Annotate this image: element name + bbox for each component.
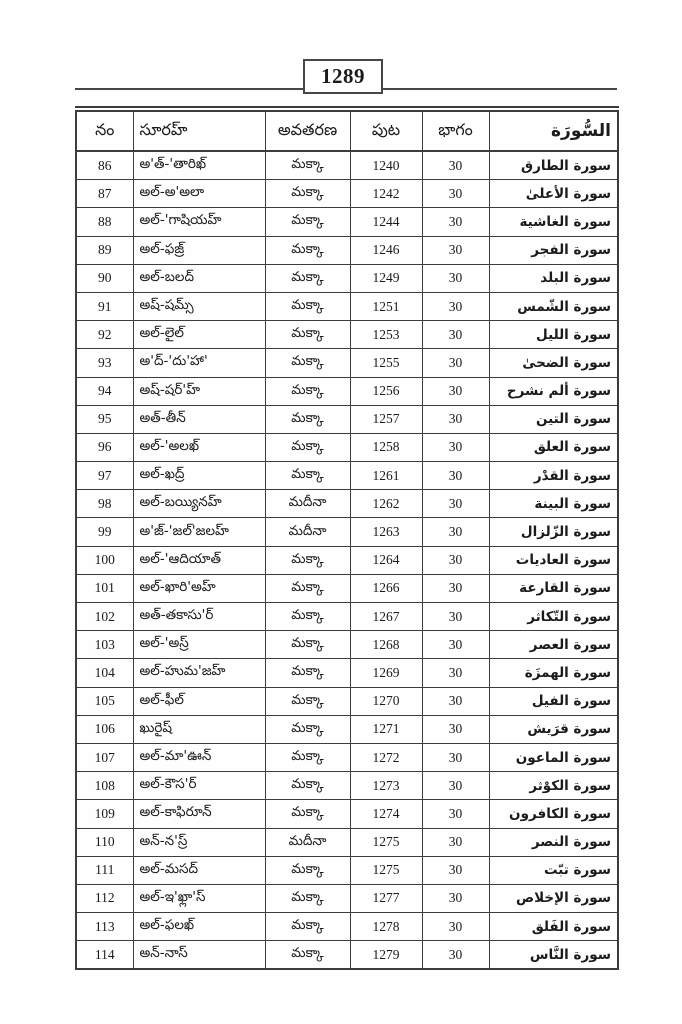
surah-name-cell: అల్-మసద్	[133, 856, 265, 884]
surah-number-cell: 100	[76, 546, 133, 574]
page-number-cell: 1275	[350, 828, 422, 856]
arabic-name-cell: سورة التين	[489, 405, 618, 433]
revelation-place-cell: మదీనా	[265, 490, 350, 518]
surah-number-cell: 111	[76, 856, 133, 884]
surah-name-cell: అల్-ఖద్ర్	[133, 462, 265, 490]
arabic-name-cell: سورة الطارق	[489, 151, 618, 180]
table-row	[76, 292, 618, 320]
surah-name-cell: అల్-బయ్యినహ్	[133, 490, 265, 518]
surah-name-cell: అల్-ఫజ్ర్	[133, 236, 265, 264]
juz-part-cell: 30	[422, 800, 489, 828]
arabic-name-cell: سورة الكوْثر	[489, 772, 618, 800]
arabic-name-cell: سورة تبّت	[489, 856, 618, 884]
juz-part-cell: 30	[422, 180, 489, 208]
header-arabic-surah: السُّورَة	[489, 109, 618, 151]
header-surah: సూరహ్	[133, 109, 265, 151]
table-row	[76, 687, 618, 715]
surah-index-table	[75, 106, 619, 970]
table-row	[76, 377, 618, 405]
page-number-cell: 1268	[350, 631, 422, 659]
arabic-name-cell: سورة الفَلق	[489, 913, 618, 941]
surah-number-cell: 104	[76, 659, 133, 687]
page-number-cell: 1278	[350, 913, 422, 941]
header-part: భాగం	[422, 109, 489, 151]
juz-part-cell: 30	[422, 856, 489, 884]
surah-number-cell: 110	[76, 828, 133, 856]
revelation-place-cell: మక్కా	[265, 208, 350, 236]
revelation-place-cell: మక్కా	[265, 349, 350, 377]
arabic-name-cell: سورة الفيل	[489, 687, 618, 715]
revelation-place-cell: మక్కా	[265, 856, 350, 884]
surah-name-cell: అల్-ఫలఖ్	[133, 913, 265, 941]
revelation-place-cell: మక్కా	[265, 913, 350, 941]
header-revelation: అవతరణ	[265, 109, 350, 151]
arabic-name-cell: سورة التّكاثر	[489, 603, 618, 631]
table-row	[76, 349, 618, 377]
page-number-cell: 1273	[350, 772, 422, 800]
juz-part-cell: 30	[422, 433, 489, 461]
revelation-place-cell: మక్కా	[265, 236, 350, 264]
revelation-place-cell: మక్కా	[265, 884, 350, 912]
juz-part-cell: 30	[422, 884, 489, 912]
revelation-place-cell: మక్కా	[265, 603, 350, 631]
revelation-place-cell: మదీనా	[265, 518, 350, 546]
juz-part-cell: 30	[422, 941, 489, 970]
revelation-place-cell: మక్కా	[265, 180, 350, 208]
table-row	[76, 884, 618, 912]
table-row	[76, 913, 618, 941]
table-row	[76, 603, 618, 631]
revelation-place-cell: మక్కా	[265, 743, 350, 771]
page-number-cell: 1272	[350, 743, 422, 771]
page-number-cell: 1246	[350, 236, 422, 264]
arabic-name-cell: سورة الأعلىٰ	[489, 180, 618, 208]
juz-part-cell: 30	[422, 377, 489, 405]
arabic-name-cell: سورة الكافرون	[489, 800, 618, 828]
revelation-place-cell: మక్కా	[265, 659, 350, 687]
juz-part-cell: 30	[422, 546, 489, 574]
juz-part-cell: 30	[422, 518, 489, 546]
surah-number-cell: 102	[76, 603, 133, 631]
surah-name-cell: అత్-తీన్	[133, 405, 265, 433]
arabic-name-cell: سورة البينة	[489, 490, 618, 518]
juz-part-cell: 30	[422, 772, 489, 800]
surah-name-cell: అల్-'గాషియహ్	[133, 208, 265, 236]
surah-name-cell: అ'జ్-'జల్'జలహ్	[133, 518, 265, 546]
arabic-name-cell: سورة القارعة	[489, 574, 618, 602]
page-number-cell: 1270	[350, 687, 422, 715]
revelation-place-cell: మక్కా	[265, 687, 350, 715]
page-number-cell: 1262	[350, 490, 422, 518]
table-row	[76, 405, 618, 433]
page-number-cell: 1263	[350, 518, 422, 546]
page-number-cell: 1249	[350, 264, 422, 292]
juz-part-cell: 30	[422, 743, 489, 771]
arabic-name-cell: سورة الزّلزال	[489, 518, 618, 546]
page-number-cell: 1256	[350, 377, 422, 405]
revelation-place-cell: మదీనా	[265, 828, 350, 856]
page-number-cell: 1261	[350, 462, 422, 490]
page-number-box	[303, 59, 383, 94]
table-row	[76, 715, 618, 743]
page-number-cell: 1255	[350, 349, 422, 377]
table-row	[76, 856, 618, 884]
surah-name-cell: అల్-ఖారి'అహ్	[133, 574, 265, 602]
revelation-place-cell: మక్కా	[265, 715, 350, 743]
table-row	[76, 518, 618, 546]
table-row	[76, 546, 618, 574]
revelation-place-cell: మక్కా	[265, 433, 350, 461]
header-number: నం	[76, 109, 133, 151]
surah-name-cell: ఖురైష్	[133, 715, 265, 743]
surah-number-cell: 101	[76, 574, 133, 602]
surah-number-cell: 103	[76, 631, 133, 659]
revelation-place-cell: మక్కా	[265, 941, 350, 970]
page-number-cell: 1258	[350, 433, 422, 461]
surah-name-cell: అల్-ఫీల్	[133, 687, 265, 715]
surah-name-cell: అల్-హుమ'జహ్	[133, 659, 265, 687]
surah-number-cell: 107	[76, 743, 133, 771]
revelation-place-cell: మక్కా	[265, 546, 350, 574]
surah-number-cell: 109	[76, 800, 133, 828]
juz-part-cell: 30	[422, 574, 489, 602]
juz-part-cell: 30	[422, 151, 489, 180]
surah-number-cell: 96	[76, 433, 133, 461]
surah-name-cell: అన్-నాస్	[133, 941, 265, 970]
surah-number-cell: 89	[76, 236, 133, 264]
surah-number-cell: 113	[76, 913, 133, 941]
surah-number-cell: 86	[76, 151, 133, 180]
arabic-name-cell: سورة ألم نشرح	[489, 377, 618, 405]
juz-part-cell: 30	[422, 659, 489, 687]
table-row	[76, 490, 618, 518]
arabic-name-cell: سورة العلق	[489, 433, 618, 461]
table-row	[76, 941, 618, 970]
table-body	[76, 151, 618, 969]
page-number-cell: 1277	[350, 884, 422, 912]
page-number-cell: 1271	[350, 715, 422, 743]
page-number-cell: 1274	[350, 800, 422, 828]
page-number-cell: 1279	[350, 941, 422, 970]
page-number-cell: 1264	[350, 546, 422, 574]
arabic-name-cell: سورة البلد	[489, 264, 618, 292]
page-number-cell: 1267	[350, 603, 422, 631]
surah-number-cell: 97	[76, 462, 133, 490]
surah-number-cell: 93	[76, 349, 133, 377]
juz-part-cell: 30	[422, 715, 489, 743]
revelation-place-cell: మక్కా	[265, 405, 350, 433]
table-row	[76, 631, 618, 659]
surah-name-cell: అ'ద్-'దు'హా'	[133, 349, 265, 377]
surah-number-cell: 95	[76, 405, 133, 433]
table-header	[76, 109, 618, 151]
juz-part-cell: 30	[422, 292, 489, 320]
table-row	[76, 151, 618, 180]
table-row	[76, 743, 618, 771]
revelation-place-cell: మక్కా	[265, 292, 350, 320]
surah-name-cell: అల్-అ'అలా	[133, 180, 265, 208]
surah-number-cell: 114	[76, 941, 133, 970]
surah-name-cell: అల్-లైల్	[133, 321, 265, 349]
table-row	[76, 659, 618, 687]
header-page: పుట	[350, 109, 422, 151]
arabic-name-cell: سورة العصر	[489, 631, 618, 659]
arabic-name-cell: سورة الغاشية	[489, 208, 618, 236]
page-number-cell: 1253	[350, 321, 422, 349]
page-number-cell: 1275	[350, 856, 422, 884]
juz-part-cell: 30	[422, 631, 489, 659]
arabic-name-cell: سورة النصر	[489, 828, 618, 856]
surah-name-cell: అష్-షమ్స్	[133, 292, 265, 320]
surah-name-cell: అ'త్-'తారిఖ్	[133, 151, 265, 180]
arabic-name-cell: سورة العاديات	[489, 546, 618, 574]
page-number: 1289	[321, 64, 365, 88]
juz-part-cell: 30	[422, 405, 489, 433]
arabic-name-cell: سورة الضحىٰ	[489, 349, 618, 377]
page-number-cell: 1257	[350, 405, 422, 433]
surah-name-cell: అన్-న'స్ర్	[133, 828, 265, 856]
revelation-place-cell: మక్కా	[265, 264, 350, 292]
table-header-row	[76, 109, 618, 151]
arabic-name-cell: سورة الماعون	[489, 743, 618, 771]
revelation-place-cell: మక్కా	[265, 377, 350, 405]
surah-name-cell: అత్-తకాసు'ర్	[133, 603, 265, 631]
surah-name-cell: అల్-బలద్	[133, 264, 265, 292]
juz-part-cell: 30	[422, 687, 489, 715]
table-row	[76, 236, 618, 264]
table-row	[76, 180, 618, 208]
table-row	[76, 462, 618, 490]
arabic-name-cell: سورة الإخلاص	[489, 884, 618, 912]
revelation-place-cell: మక్కా	[265, 631, 350, 659]
arabic-name-cell: سورة الليل	[489, 321, 618, 349]
page-number-cell: 1240	[350, 151, 422, 180]
arabic-name-cell: سورة النَّاس	[489, 941, 618, 970]
juz-part-cell: 30	[422, 236, 489, 264]
surah-number-cell: 88	[76, 208, 133, 236]
juz-part-cell: 30	[422, 828, 489, 856]
arabic-name-cell: سورة قرَيش	[489, 715, 618, 743]
surah-number-cell: 108	[76, 772, 133, 800]
arabic-name-cell: سورة القدْر	[489, 462, 618, 490]
arabic-name-cell: سورة الهمزَة	[489, 659, 618, 687]
table-row	[76, 208, 618, 236]
revelation-place-cell: మక్కా	[265, 772, 350, 800]
arabic-name-cell: سورة الشّمس	[489, 292, 618, 320]
revelation-place-cell: మక్కా	[265, 321, 350, 349]
surah-number-cell: 98	[76, 490, 133, 518]
table-row	[76, 772, 618, 800]
page-number-cell: 1251	[350, 292, 422, 320]
juz-part-cell: 30	[422, 603, 489, 631]
surah-number-cell: 99	[76, 518, 133, 546]
page-number-cell: 1269	[350, 659, 422, 687]
surah-number-cell: 90	[76, 264, 133, 292]
page-number-cell: 1266	[350, 574, 422, 602]
table-row	[76, 321, 618, 349]
surah-name-cell: అల్-'అలఖ్	[133, 433, 265, 461]
surah-number-cell: 105	[76, 687, 133, 715]
surah-name-cell: అల్-ఇ'ఖ్లా'స్	[133, 884, 265, 912]
surah-name-cell: అల్-మా'ఊన్	[133, 743, 265, 771]
revelation-place-cell: మక్కా	[265, 800, 350, 828]
surah-number-cell: 106	[76, 715, 133, 743]
juz-part-cell: 30	[422, 490, 489, 518]
juz-part-cell: 30	[422, 208, 489, 236]
surah-name-cell: అల్-కాఫిరూన్	[133, 800, 265, 828]
juz-part-cell: 30	[422, 321, 489, 349]
arabic-name-cell: سورة الفجر	[489, 236, 618, 264]
surah-name-cell: అల్-'ఆదియాత్	[133, 546, 265, 574]
juz-part-cell: 30	[422, 349, 489, 377]
surah-number-cell: 92	[76, 321, 133, 349]
page-number-cell: 1244	[350, 208, 422, 236]
table-row	[76, 433, 618, 461]
surah-number-cell: 91	[76, 292, 133, 320]
revelation-place-cell: మక్కా	[265, 151, 350, 180]
surah-number-cell: 112	[76, 884, 133, 912]
revelation-place-cell: మక్కా	[265, 574, 350, 602]
juz-part-cell: 30	[422, 913, 489, 941]
surah-number-cell: 87	[76, 180, 133, 208]
surah-name-cell: అష్-షర్'హ్	[133, 377, 265, 405]
page-number-cell: 1242	[350, 180, 422, 208]
juz-part-cell: 30	[422, 264, 489, 292]
table-row	[76, 828, 618, 856]
table-row	[76, 574, 618, 602]
surah-name-cell: అల్-కౌస'ర్	[133, 772, 265, 800]
surah-number-cell: 94	[76, 377, 133, 405]
juz-part-cell: 30	[422, 462, 489, 490]
revelation-place-cell: మక్కా	[265, 462, 350, 490]
table-row	[76, 800, 618, 828]
surah-name-cell: అల్-'అస్ర్	[133, 631, 265, 659]
table-row	[76, 264, 618, 292]
